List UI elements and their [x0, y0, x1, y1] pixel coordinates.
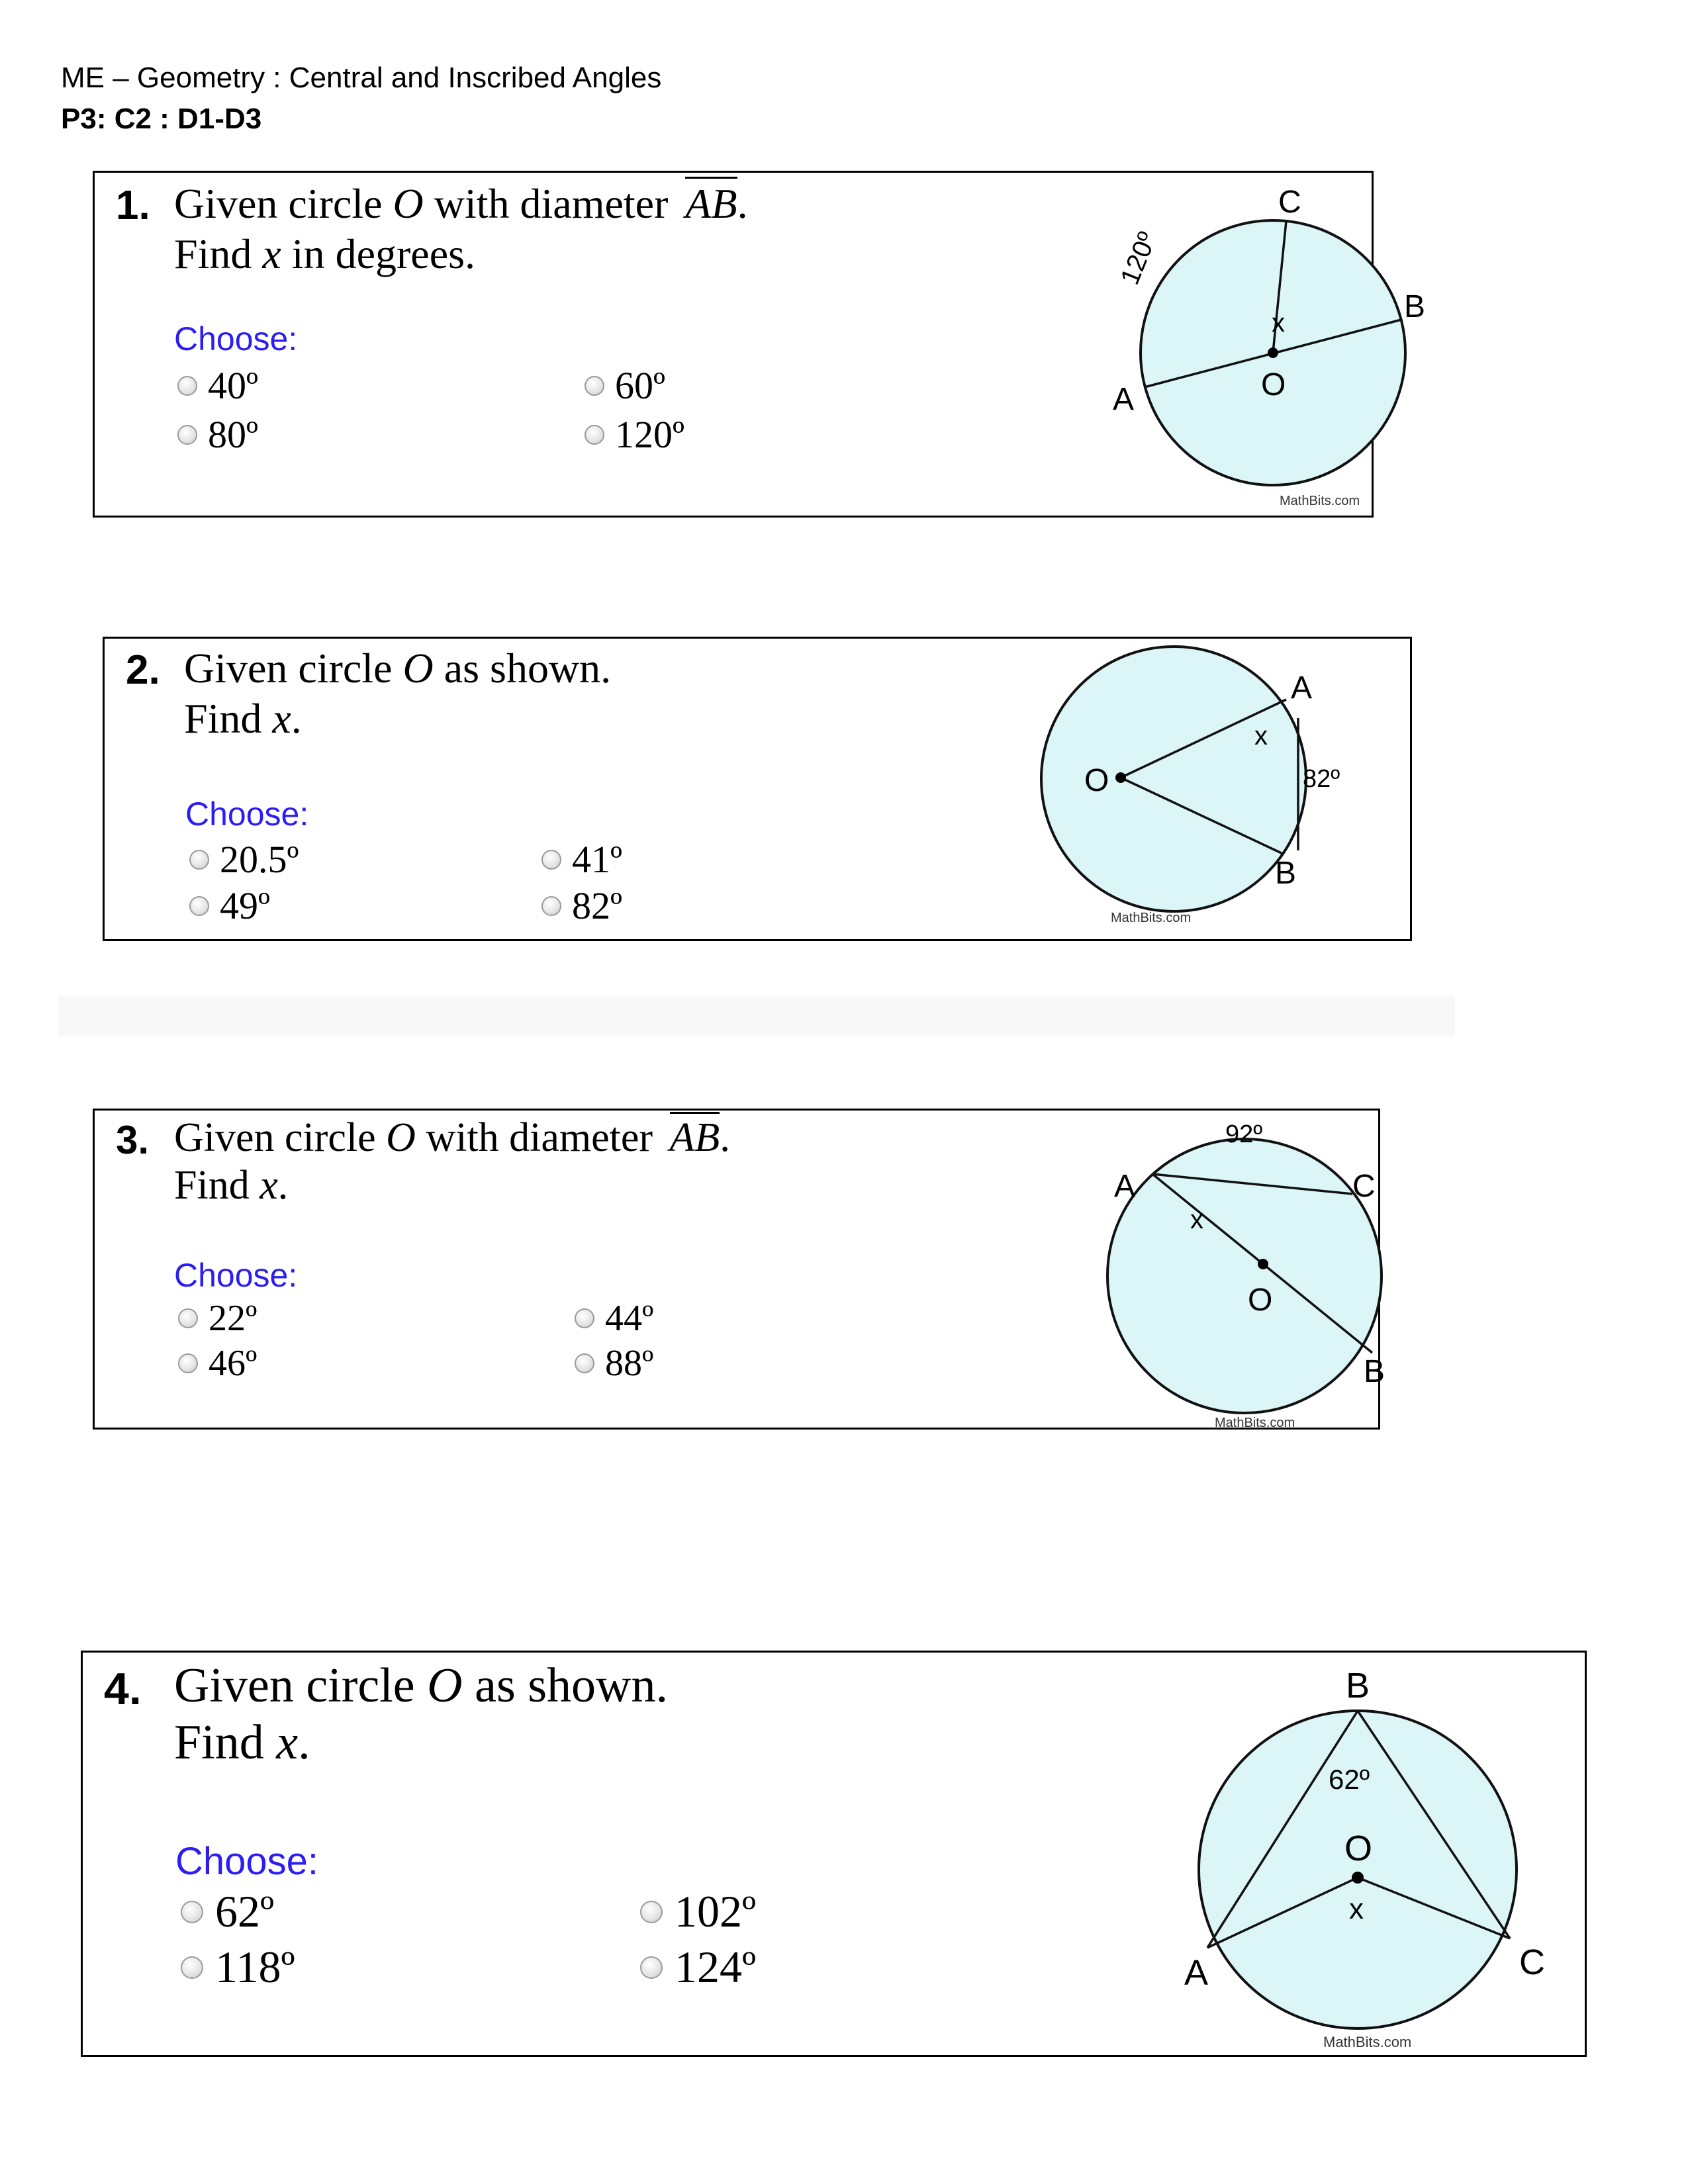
label-b: B: [1346, 1666, 1370, 1706]
page-subtitle: P3: C2 : D1-D3: [61, 103, 262, 135]
circle-figure-1: [1002, 173, 1426, 517]
radio-button[interactable]: [178, 1353, 198, 1373]
question-4: [81, 1651, 1587, 2057]
label-o: O: [1084, 763, 1109, 798]
scan-band: [58, 995, 1455, 1036]
question-3: [93, 1109, 1385, 1430]
label-a: A: [1291, 670, 1313, 705]
question-number: 1.: [116, 183, 150, 228]
circle-figure-2: [1031, 639, 1402, 943]
label-a: A: [1114, 1169, 1136, 1204]
radio-button[interactable]: [575, 1353, 594, 1373]
question-number: 2.: [126, 647, 160, 693]
option-82[interactable]: 82º: [541, 884, 622, 928]
question-text-line-1: Given circle O with diameter AB.: [174, 179, 748, 228]
angle-measure: 62º: [1329, 1764, 1370, 1795]
option-120[interactable]: 120º: [585, 412, 684, 457]
option-88[interactable]: 88º: [575, 1342, 653, 1385]
option-20-5[interactable]: 20.5º: [189, 837, 299, 882]
label-x: x: [1254, 721, 1268, 751]
question-number: 3.: [116, 1118, 150, 1162]
circle-figure-3: [1015, 1111, 1385, 1432]
option-124[interactable]: 124º: [640, 1941, 756, 1993]
choose-label: Choose:: [185, 796, 309, 833]
radio-button[interactable]: [189, 896, 209, 916]
choose-label: Choose:: [174, 320, 298, 357]
label-c: C: [1519, 1942, 1545, 1982]
label-x: x: [1190, 1205, 1203, 1234]
mathbits-credit: MathBits.com: [1280, 494, 1360, 508]
option-41[interactable]: 41º: [541, 837, 622, 882]
label-o: O: [1261, 367, 1286, 402]
option-44[interactable]: 44º: [575, 1297, 653, 1340]
radio-button[interactable]: [640, 1956, 663, 1979]
arc-measure: 120º: [1115, 228, 1162, 289]
option-102[interactable]: 102º: [640, 1886, 756, 1938]
question-number: 4.: [104, 1664, 142, 1714]
mathbits-credit: MathBits.com: [1111, 911, 1192, 925]
option-80[interactable]: 80º: [177, 412, 258, 457]
label-b: B: [1364, 1354, 1385, 1389]
label-a: A: [1113, 382, 1135, 417]
option-49[interactable]: 49º: [189, 884, 270, 928]
label-a: A: [1184, 1953, 1209, 1993]
question-text-line-2: Find x in degrees.: [174, 230, 475, 277]
question-text-line-2: Find x.: [184, 695, 302, 742]
radio-button[interactable]: [181, 1901, 203, 1923]
mathbits-credit: MathBits.com: [1215, 1416, 1295, 1430]
choose-label: Choose:: [175, 1840, 319, 1883]
question-text-line-2: Find x.: [174, 1163, 289, 1208]
radio-button[interactable]: [177, 425, 197, 445]
radio-button[interactable]: [541, 896, 561, 916]
radio-button[interactable]: [189, 850, 209, 870]
circle-figure-4: [1162, 1653, 1585, 2056]
radio-button[interactable]: [177, 376, 197, 396]
label-o: O: [1344, 1829, 1373, 1868]
arc-measure: 82º: [1303, 765, 1340, 793]
option-62[interactable]: 62º: [181, 1886, 274, 1938]
segment-ab: AB: [685, 177, 737, 227]
label-o: O: [1248, 1283, 1273, 1318]
label-c: C: [1278, 185, 1301, 220]
question-2: [103, 637, 1412, 941]
arc-measure: 92º: [1225, 1120, 1263, 1148]
mathbits-credit: MathBits.com: [1323, 2034, 1412, 2050]
radio-button[interactable]: [575, 1308, 594, 1328]
label-c: C: [1352, 1169, 1376, 1204]
option-22[interactable]: 22º: [178, 1297, 257, 1340]
label-b: B: [1404, 289, 1426, 324]
option-40[interactable]: 40º: [177, 363, 258, 408]
option-60[interactable]: 60º: [585, 363, 665, 408]
radio-button[interactable]: [178, 1308, 198, 1328]
page-title: ME – Geometry : Central and Inscribed Angles: [61, 62, 662, 94]
question-1: [93, 171, 1426, 518]
radio-button[interactable]: [181, 1956, 203, 1979]
label-x: x: [1272, 308, 1285, 338]
radio-button[interactable]: [541, 850, 561, 870]
option-46[interactable]: 46º: [178, 1342, 257, 1385]
question-text-line-1: Given circle O with diameter AB.: [174, 1115, 730, 1161]
label-b: B: [1275, 856, 1297, 891]
question-text-line-1: Given circle O as shown.: [184, 645, 612, 692]
radio-button[interactable]: [585, 425, 604, 445]
option-118[interactable]: 118º: [181, 1941, 295, 1993]
choose-label: Choose:: [174, 1257, 298, 1294]
label-x: x: [1349, 1893, 1364, 1925]
segment-ab: AB: [670, 1112, 720, 1160]
question-text-line-1: Given circle O as shown.: [174, 1659, 668, 1713]
radio-button[interactable]: [585, 376, 604, 396]
question-text-line-2: Find x.: [174, 1715, 310, 1770]
radio-button[interactable]: [640, 1901, 663, 1923]
